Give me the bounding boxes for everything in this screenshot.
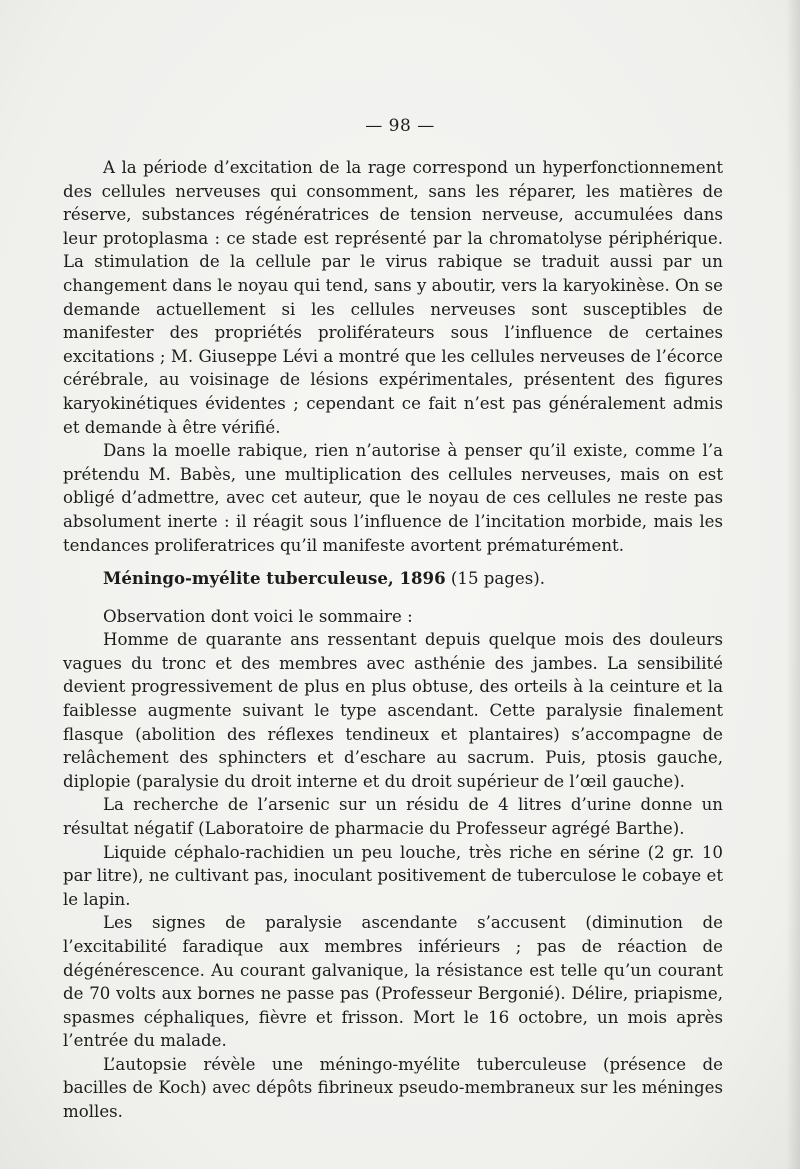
paragraph: La recherche de l’arsenic sur un résidu de 4 litres d’urine donne un résultat négatif (Laboratoire de pharmacie du Professeur agrégé Barthe). [63,795,723,838]
paragraph: L’autopsie révèle une méningo-myélite tuberculeuse (présence de bacilles de Koch) avec dépôts fibrineux pseudo-membraneux sur les méninges molles. [63,1054,723,1122]
paragraph: Observation dont voici le sommaire : [103,606,413,626]
paragraph: A la période d’excitation de la rage correspond un hyperfonctionnement des cellules nerveuses qui consomment, sans les réparer, les matières de réserve, substances régénératrices de tension nerveuse, accumulées dans leur protoplasma : ce stade est représenté par la chromatolyse périphérique. La stimulation de la cellule par le virus rabique se traduit aussi par un changement dans le noyau qui tend, sans y aboutir, vers la karyokinèse. On se demande actuellement si les cellules nerveuses sont susceptibles de manifester des propriétés proliférateurs sous l’influence de certaines excitations ; M. Giuseppe Lévi a montré que les cellules nerveuses de l’écorce cérébrale, au voisinage de lésions expérimentales, présentent des figures karyokinétiques évidentes ; cependant ce fait n’est pas généralement admis et demande à être vérifié. [63,158,723,437]
rage-section [63,156,723,557]
meningo-myelite-section [63,567,723,1124]
paragraph: Dans la moelle rabique, rien n’autorise à penser qu’il existe, comme l’a prétendu M. Babès, une multiplication des cellules nerveuses, mais on est obligé d’admettre, avec cet auteur, que le noyau de ces cellules ne reste pas absolument inerte : il réagit sous l’influence de l’incitation morbide, mais les tendances proliferatrices qu’il manifeste avortent prématurément. [63,441,723,555]
page-number: — 98 — [365,116,435,136]
paragraph: Liquide céphalo-rachidien un peu louche, très riche en sérine (2 gr. 10 par litre), ne cultivant pas, inoculant positivement de tuberculose le cobaye et le lapin. [63,842,723,909]
paragraph: Homme de quarante ans ressentant depuis quelque mois des douleurs vagues du tronc et des membres avec asthénie des jambes. La sensibilité devient progressivement de plus en plus obtuse, des orteils à la ceinture et la faiblesse augmente suivant le type ascendant. Cette paralysie finalement flasque (abolition des réflexes tendineux et plantaires) s’accompagne de relâchement des sphincters et d’eschare au sacrum. Puis, ptosis gauche, diplopie (paralysie du droit interne et du droit supérieur de l’œil gauche). [63,630,723,791]
section-heading-pages: (15 pages). [445,569,546,588]
spacer [63,591,723,605]
page-edge-shadow [786,0,800,1169]
paragraph: Les signes de paralysie ascendante s’accusent (diminution de l’excitabilité faradique aux membres inférieurs ; pas de réaction de dégénérescence. Au courant galvanique, la résistance est telle qu’un courant de 70 volts aux bornes ne passe pas (Professeur Bergonié). Délire, priapisme, spasmes céphaliques, fièvre et frisson. Mort le 16 octobre, un mois après l’entrée du malade. [63,913,723,1051]
section-heading [63,567,723,591]
section-heading-title: Méningo-myélite tuberculeuse, 1896 [103,568,446,588]
